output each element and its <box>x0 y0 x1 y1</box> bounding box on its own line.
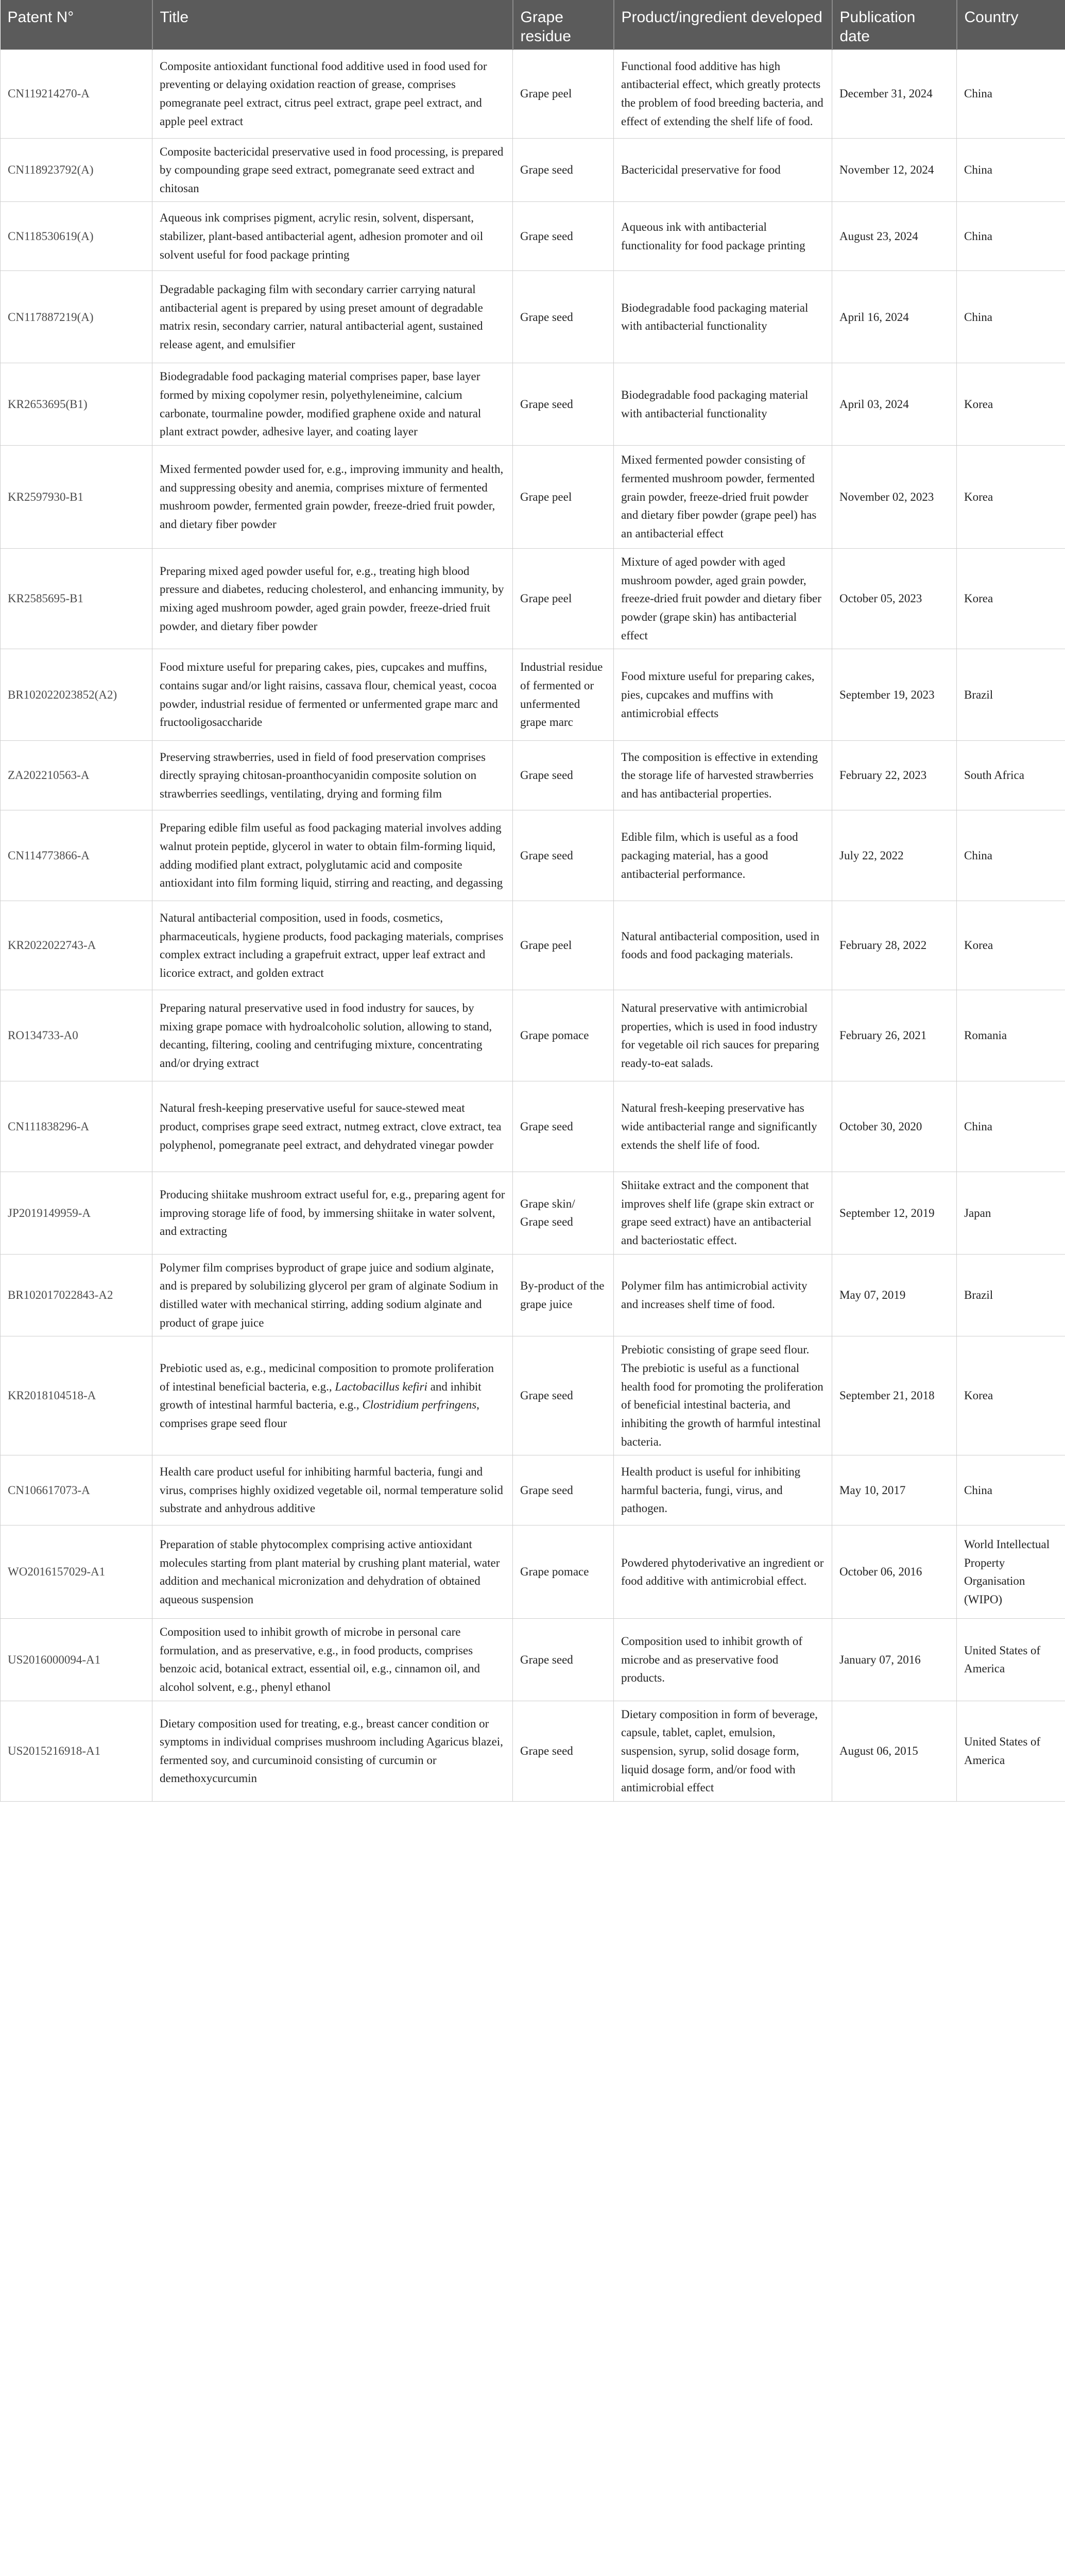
cell-patent: US2015216918-A1 <box>1 1701 152 1801</box>
cell-patent: BR102017022843-A2 <box>1 1254 152 1336</box>
cell-product: Biodegradable food packaging material with antibacterial functionality <box>614 271 832 363</box>
table-row <box>1 1254 1065 1336</box>
table-row <box>1 1081 1065 1172</box>
cell-title: Composite antioxidant functional food additive used in food used for preventing or delaying oxidation reaction of grease, comprises pomegranate peel extract, citrus peel extract, grape peel extract, and apple peel extract <box>152 49 513 138</box>
cell-patent: BR102022023852(A2) <box>1 649 152 741</box>
cell-title: Preparing edible film useful as food packaging material involves adding walnut protein peptide, glycerol in water to obtain film-forming liquid, adding modified plant extract, polyglutamic acid and composite antioxidant into film forming liquid, stirring and reacting, and degassing <box>152 810 513 901</box>
cell-title: Composition used to inhibit growth of microbe in personal care formulation, and as preservative, e.g., in food products, comprises benzoic acid, botanical extract, essential oil, e.g., cinnamon oil, and alcohol solvent, e.g., phenyl ethanol <box>152 1619 513 1701</box>
cell-product: Dietary composition in form of beverage, capsule, tablet, caplet, emulsion, suspension, syrup, solid dosage form, liquid dosage form, and/or food with antimicrobial effect <box>614 1701 832 1801</box>
cell-date: February 28, 2022 <box>832 901 957 990</box>
cell-country: Brazil <box>957 649 1065 741</box>
cell-country: Romania <box>957 990 1065 1081</box>
cell-title: Mixed fermented powder used for, e.g., improving immunity and health, and suppressing obesity and anemia, comprises mixture of fermented mushroom powder, fermented grain powder, freeze-dried fruit powder, and dietary fiber powder <box>152 445 513 548</box>
cell-date: October 06, 2016 <box>832 1526 957 1619</box>
cell-country: China <box>957 138 1065 202</box>
cell-product: Natural antibacterial composition, used in foods and food packaging materials. <box>614 901 832 990</box>
cell-country: South Africa <box>957 741 1065 810</box>
cell-product: The composition is effective in extending the storage life of harvested strawberries and has antibacterial properties. <box>614 741 832 810</box>
cell-product: Powdered phytoderivative an ingredient or food additive with antimicrobial effect. <box>614 1526 832 1619</box>
table-header-row <box>1 0 1065 49</box>
cell-residue: Grape seed <box>513 138 614 202</box>
table-row <box>1 202 1065 271</box>
cell-patent: CN106617073-A <box>1 1455 152 1526</box>
cell-residue: Grape seed <box>513 741 614 810</box>
cell-product: Edible film, which is useful as a food packaging material, has a good antibacterial performance. <box>614 810 832 901</box>
cell-patent: US2016000094-A1 <box>1 1619 152 1701</box>
cell-country: Japan <box>957 1172 1065 1255</box>
cell-country: United States of America <box>957 1701 1065 1801</box>
cell-date: July 22, 2022 <box>832 810 957 901</box>
cell-country: China <box>957 1455 1065 1526</box>
cell-title: Aqueous ink comprises pigment, acrylic resin, solvent, dispersant, stabilizer, plant-based antibacterial agent, adhesion promoter and oil solvent useful for food package printing <box>152 202 513 271</box>
cell-product: Natural preservative with antimicrobial properties, which is used in food industry for vegetable oil rich sauces for preparing ready-to-eat salads. <box>614 990 832 1081</box>
table-row <box>1 649 1065 741</box>
title-text: and inhibit growth of intestinal harmful bacteria, e.g., <box>160 1380 482 1412</box>
table-row <box>1 548 1065 649</box>
cell-title: Composite bactericidal preservative used in food processing, is prepared by compounding grape seed extract, pomegranate seed extract and chitosan <box>152 138 513 202</box>
cell-residue: Grape seed <box>513 1455 614 1526</box>
cell-patent: KR2022022743-A <box>1 901 152 990</box>
cell-country: Brazil <box>957 1254 1065 1336</box>
cell-residue: By-product of the grape juice <box>513 1254 614 1336</box>
cell-patent: ZA202210563-A <box>1 741 152 810</box>
table-row <box>1 1455 1065 1526</box>
cell-residue: Grape seed <box>513 1701 614 1801</box>
cell-date: November 02, 2023 <box>832 445 957 548</box>
cell-patent: KR2653695(B1) <box>1 363 152 446</box>
table-row <box>1 741 1065 810</box>
cell-title: Biodegradable food packaging material comprises paper, base layer formed by mixing copolymer resin, polyethyleneimine, calcium carbonate, tourmaline powder, modified graphene oxide and natural plant extract powder, adhesive layer, and coating layer <box>152 363 513 446</box>
cell-product: Mixed fermented powder consisting of fermented mushroom powder, fermented grain powder, freeze-dried fruit powder and dietary fiber powder (grape peel) has an antibacterial effect <box>614 445 832 548</box>
header-grape-residue: Grape residue <box>513 0 614 49</box>
table-row <box>1 271 1065 363</box>
cell-date: February 22, 2023 <box>832 741 957 810</box>
cell-residue: Grape seed <box>513 271 614 363</box>
cell-date: August 06, 2015 <box>832 1701 957 1801</box>
cell-country: China <box>957 271 1065 363</box>
cell-residue: Grape peel <box>513 901 614 990</box>
cell-patent: KR2585695-B1 <box>1 548 152 649</box>
cell-title: Preserving strawberries, used in field of food preservation comprises directly spraying chitosan-proanthocyanidin composite solution on strawberries seedlings, ventilating, drying and forming film <box>152 741 513 810</box>
table-row <box>1 445 1065 548</box>
table-row <box>1 138 1065 202</box>
cell-patent: KR2018104518-A <box>1 1336 152 1455</box>
cell-title: Food mixture useful for preparing cakes, pies, cupcakes and muffins, contains sugar and/or light raisins, cassava flour, chemical yeast, cocoa powder, industrial residue of fermented or unfermented grape marc and fructooligosaccharide <box>152 649 513 741</box>
cell-product: Composition used to inhibit growth of microbe and as preservative food products. <box>614 1619 832 1701</box>
cell-patent: CN111838296-A <box>1 1081 152 1172</box>
cell-date: September 12, 2019 <box>832 1172 957 1255</box>
species-name: Lactobacillus kefiri <box>335 1380 427 1393</box>
cell-product: Prebiotic consisting of grape seed flour. The prebiotic is useful as a functional health food for promoting the proliferation of beneficial intestinal bacteria, and inhibiting the growth of harmful intestinal bacteria. <box>614 1336 832 1455</box>
cell-title: Natural fresh-keeping preservative useful for sauce-stewed meat product, comprises grape seed extract, nutmeg extract, clove extract, tea polyphenol, pomegranate peel extract, and dehydrated vinegar powder <box>152 1081 513 1172</box>
cell-product: Aqueous ink with antibacterial functionality for food package printing <box>614 202 832 271</box>
cell-title: Polymer film comprises byproduct of grape juice and sodium alginate, and is prepared by solubilizing glycerol per gram of alginate Sodium in distilled water with mechanical stirring, adding sodium alginate and product of grape juice <box>152 1254 513 1336</box>
cell-patent: CN119214270-A <box>1 49 152 138</box>
cell-title: Preparation of stable phytocomplex comprising active antioxidant molecules starting from plant material by crushing plant material, water addition and mechanical micronization and dehydration of obtained aqueous suspension <box>152 1526 513 1619</box>
table-row <box>1 1619 1065 1701</box>
cell-residue: Grape seed <box>513 202 614 271</box>
cell-product: Functional food additive has high antibacterial effect, which greatly protects the problem of food breeding bacteria, and effect of extending the shelf life of food. <box>614 49 832 138</box>
cell-residue: Grape seed <box>513 810 614 901</box>
header-patent: Patent N° <box>1 0 152 49</box>
cell-title: Preparing natural preservative used in food industry for sauces, by mixing grape pomace with hydroalcoholic solution, allowing to stand, decanting, filtering, cooling and centrifuging mixture, concentrating and/or drying extract <box>152 990 513 1081</box>
cell-title: Preparing mixed aged powder useful for, e.g., treating high blood pressure and diabetes, reducing cholesterol, and enhancing immunity, by mixing aged mushroom powder, aged grain powder, freeze-dried fruit powder, and dietary fiber powder <box>152 548 513 649</box>
table-row <box>1 1336 1065 1455</box>
cell-country: Korea <box>957 901 1065 990</box>
cell-title: Dietary composition used for treating, e.g., breast cancer condition or symptoms in individual comprises mushroom including Agaricus blazei, fermented soy, and curcuminoid consisting of curcumin or demethoxycurcumin <box>152 1701 513 1801</box>
species-name: Clostridium perfringens <box>362 1398 477 1412</box>
cell-residue: Grape seed <box>513 1336 614 1455</box>
cell-patent: KR2597930-B1 <box>1 445 152 548</box>
cell-date: October 05, 2023 <box>832 548 957 649</box>
cell-product: Health product is useful for inhibiting harmful bacteria, fungi, virus, and pathogen. <box>614 1455 832 1526</box>
cell-date: December 31, 2024 <box>832 49 957 138</box>
cell-patent: JP2019149959-A <box>1 1172 152 1255</box>
cell-product: Food mixture useful for preparing cakes, pies, cupcakes and muffins with antimicrobial effects <box>614 649 832 741</box>
cell-patent: RO134733-A0 <box>1 990 152 1081</box>
cell-product: Polymer film has antimicrobial activity and increases shelf time of food. <box>614 1254 832 1336</box>
header-product: Product/ingredient developed <box>614 0 832 49</box>
header-country: Country <box>957 0 1065 49</box>
cell-date: October 30, 2020 <box>832 1081 957 1172</box>
cell-country: United States of America <box>957 1619 1065 1701</box>
cell-country: Korea <box>957 548 1065 649</box>
cell-residue: Grape peel <box>513 548 614 649</box>
table-row <box>1 1172 1065 1255</box>
cell-date: February 26, 2021 <box>832 990 957 1081</box>
cell-product: Shiitake extract and the component that improves shelf life (grape skin extract or grape seed extract) have an antibacterial and bacteriostatic effect. <box>614 1172 832 1255</box>
cell-residue: Grape peel <box>513 49 614 138</box>
cell-residue: Grape pomace <box>513 1526 614 1619</box>
cell-title: Natural antibacterial composition, used in foods, cosmetics, pharmaceuticals, hygiene products, food packaging materials, comprises complex extract including a grapefruit extract, upper leaf extract and licorice extract, and golden extract <box>152 901 513 990</box>
cell-date: May 07, 2019 <box>832 1254 957 1336</box>
table-row <box>1 1701 1065 1801</box>
title-text: Prebiotic used as, e.g., medicinal composition to promote proliferation of intestinal beneficial bacteria, e.g., <box>160 1361 494 1393</box>
cell-residue: Grape skin/ Grape seed <box>513 1172 614 1255</box>
cell-date: September 21, 2018 <box>832 1336 957 1455</box>
cell-date: August 23, 2024 <box>832 202 957 271</box>
cell-country: Korea <box>957 363 1065 446</box>
cell-residue: Grape seed <box>513 1619 614 1701</box>
cell-title <box>152 1336 513 1455</box>
table-row <box>1 990 1065 1081</box>
cell-patent: CN118530619(A) <box>1 202 152 271</box>
cell-country: Korea <box>957 1336 1065 1455</box>
cell-date: September 19, 2023 <box>832 649 957 741</box>
cell-residue: Grape pomace <box>513 990 614 1081</box>
cell-patent: WO2016157029-A1 <box>1 1526 152 1619</box>
cell-residue: Grape seed <box>513 363 614 446</box>
cell-date: May 10, 2017 <box>832 1455 957 1526</box>
cell-date: November 12, 2024 <box>832 138 957 202</box>
table-row <box>1 1526 1065 1619</box>
cell-residue: Grape peel <box>513 445 614 548</box>
cell-country: China <box>957 810 1065 901</box>
cell-date: January 07, 2016 <box>832 1619 957 1701</box>
cell-country: China <box>957 202 1065 271</box>
cell-title: Degradable packaging film with secondary carrier carrying natural antibacterial agent is prepared by using preset amount of degradable matrix resin, secondary carrier, natural antibacterial agent, sustained release agent, and emulsifier <box>152 271 513 363</box>
table-row <box>1 49 1065 138</box>
cell-country: China <box>957 1081 1065 1172</box>
cell-patent: CN118923792(A) <box>1 138 152 202</box>
cell-patent: CN117887219(A) <box>1 271 152 363</box>
cell-country: China <box>957 49 1065 138</box>
cell-date: April 03, 2024 <box>832 363 957 446</box>
cell-country: Korea <box>957 445 1065 548</box>
table-row <box>1 810 1065 901</box>
cell-product: Biodegradable food packaging material with antibacterial functionality <box>614 363 832 446</box>
cell-product: Natural fresh-keeping preservative has wide antibacterial range and significantly extends the shelf life of food. <box>614 1081 832 1172</box>
header-publication-date: Publication date <box>832 0 957 49</box>
cell-product: Bactericidal preservative for food <box>614 138 832 202</box>
cell-product: Mixture of aged powder with aged mushroom powder, aged grain powder, freeze-dried fruit powder and dietary fiber powder (grape skin) has antibacterial effect <box>614 548 832 649</box>
cell-patent: CN114773866-A <box>1 810 152 901</box>
header-title: Title <box>152 0 513 49</box>
title-text: , comprises grape seed flour <box>160 1398 479 1430</box>
table-row <box>1 363 1065 446</box>
cell-title: Producing shiitake mushroom extract useful for, e.g., preparing agent for improving storage life of food, by immersing shiitake in water solvent, and extracting <box>152 1172 513 1255</box>
cell-date: April 16, 2024 <box>832 271 957 363</box>
cell-country: World Intellectual Property Organisation (WIPO) <box>957 1526 1065 1619</box>
cell-residue: Industrial residue of fermented or unfermented grape marc <box>513 649 614 741</box>
cell-residue: Grape seed <box>513 1081 614 1172</box>
cell-title: Health care product useful for inhibiting harmful bacteria, fungi and virus, comprises highly oxidized vegetable oil, normal temperature solid substrate and anhydrous additive <box>152 1455 513 1526</box>
table-row <box>1 901 1065 990</box>
